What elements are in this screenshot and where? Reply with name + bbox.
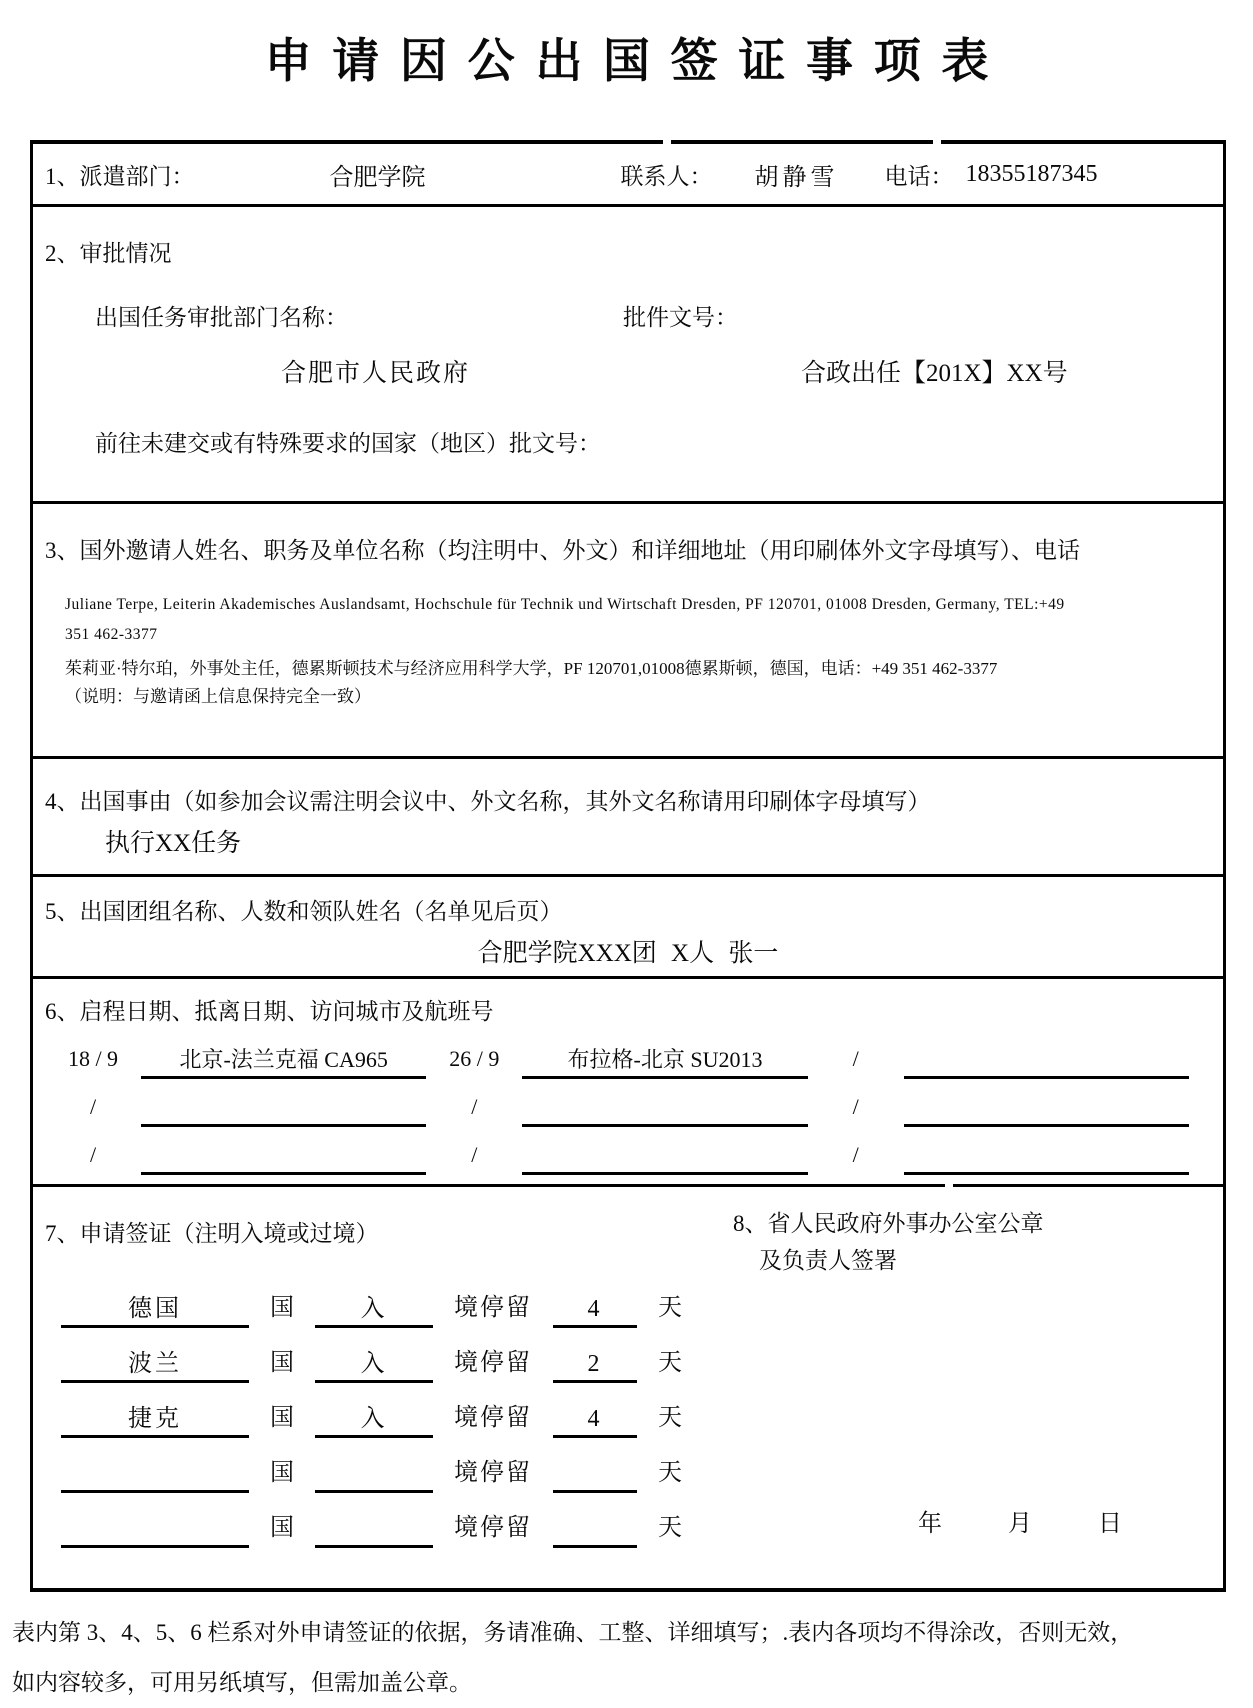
visa-country-value: 德国 (128, 1296, 182, 1322)
visa-row (33, 1328, 703, 1383)
seal-date-fields[interactable] (918, 1503, 1122, 1538)
visa-country-field[interactable] (61, 1338, 249, 1383)
country-suffix-label: 国 (270, 1405, 294, 1431)
visa-country-field[interactable] (61, 1448, 249, 1493)
inviter-en-line1[interactable]: Juliane Terpe, Leiterin Akademisches Auslandsamt, Hochschule für Technik und Wirtschaft Dresden, PF 120701, 01008 Dresden, Germany, TEL:+49 (65, 596, 1065, 613)
year-label: 年 (918, 1511, 942, 1537)
visa-country-field[interactable] (61, 1393, 249, 1438)
inviter-note: （说明：与邀请函上信息保持完全一致） (65, 687, 371, 706)
itinerary-row (33, 1031, 1223, 1079)
stay-label: 境停留 (454, 1405, 532, 1431)
stay-label: 境停留 (454, 1295, 532, 1321)
visa-row (33, 1493, 703, 1548)
visa-country-field[interactable] (61, 1503, 249, 1548)
itinerary-rows (33, 1031, 1223, 1175)
visa-days-field[interactable] (553, 1338, 637, 1383)
stay-label: 境停留 (454, 1515, 532, 1541)
visa-entry-field[interactable] (315, 1393, 433, 1438)
visa-entry-field[interactable] (315, 1283, 433, 1328)
visa-entry-field[interactable] (315, 1338, 433, 1383)
country-suffix-label: 国 (270, 1460, 294, 1486)
visa-entry-value: 入 (360, 1351, 388, 1377)
day-unit-label: 天 (658, 1515, 682, 1541)
contact-label: 联系人： (620, 163, 713, 189)
visa-row (33, 1273, 703, 1328)
visa-row (33, 1438, 703, 1493)
seal-heading-line1: 8、省人民政府外事办公室公章 (733, 1211, 1044, 1236)
visa-heading: 7、申请签证（注明入境或过境） (45, 1221, 379, 1246)
dispatch-dept-label: 1、派遣部门： (45, 163, 195, 189)
stay-label: 境停留 (454, 1350, 532, 1376)
visa-country-value: 捷克 (128, 1406, 182, 1432)
itinerary-heading: 6、启程日期、抵离日期、访问城市及航班号 (45, 999, 494, 1024)
itinerary-flight-field[interactable] (904, 1076, 1189, 1127)
visa-entry-value: 入 (360, 1296, 388, 1322)
inviter-heading: 3、国外邀请人姓名、职务及单位名称（均注明中、外文）和详细地址（用印刷体外文字母填写）、电话 (45, 538, 1080, 563)
visa-country-field[interactable] (61, 1283, 249, 1328)
visa-rows (33, 1273, 703, 1548)
form-table (30, 140, 1226, 1592)
month-label: 月 (1008, 1511, 1032, 1537)
visa-entry-value: 入 (360, 1406, 388, 1432)
group-heading: 5、出国团组名称、人数和领队姓名（名单见后页） (45, 899, 563, 924)
itinerary-flight-field[interactable] (904, 1028, 1189, 1079)
itinerary-date[interactable]: / (89, 1094, 97, 1119)
day-unit-label: 天 (658, 1460, 682, 1486)
doc-number-label: 批件文号： (623, 305, 738, 330)
itinerary-date[interactable]: / (852, 1142, 859, 1167)
section-3-inviter (33, 501, 1223, 756)
visa-country-value: 波兰 (128, 1351, 182, 1377)
itinerary-flight-value: 布拉格-北京 SU2013 (567, 1047, 763, 1072)
purpose-heading: 4、出国事由（如参加会议需注明会议中、外文名称，其外文名称请用印刷体字母填写） (45, 789, 931, 814)
section-8-seal (733, 1205, 1044, 1279)
itinerary-date[interactable]: / (471, 1094, 478, 1119)
purpose-value[interactable]: 执行XX任务 (105, 830, 242, 857)
section-2-approval (33, 204, 1223, 501)
itinerary-flight-field[interactable] (522, 1124, 807, 1175)
country-suffix-label: 国 (270, 1515, 294, 1541)
itinerary-flight-field[interactable] (141, 1028, 426, 1079)
itinerary-date[interactable]: 26 / 9 (449, 1046, 500, 1071)
inviter-cn-value[interactable]: 茱莉亚·特尔珀，外事处主任，德累斯顿技术与经济应用科学大学，PF 120701,01008德累斯顿，德国，电话：+49 351 462-3377 (65, 659, 998, 678)
visa-entry-field[interactable] (315, 1448, 433, 1493)
country-suffix-label: 国 (270, 1350, 294, 1376)
approval-dept-label: 出国任务审批部门名称： (95, 305, 348, 330)
visa-entry-field[interactable] (315, 1503, 433, 1548)
seal-heading-line2: 及负责人签署 (759, 1248, 897, 1273)
section-7-visa (33, 1187, 1223, 1588)
itinerary-flight-field[interactable] (522, 1028, 807, 1079)
itinerary-date[interactable]: / (471, 1142, 478, 1167)
contact-name-value[interactable]: 胡静雪 (754, 164, 839, 191)
section-1-dispatch (33, 144, 1223, 204)
country-suffix-label: 国 (270, 1295, 294, 1321)
itinerary-row (33, 1127, 1223, 1175)
form-title: 申请因公出国签证事项表 (264, 36, 1010, 88)
stay-label: 境停留 (454, 1460, 532, 1486)
dispatch-dept-value[interactable]: 合肥学院 (329, 164, 426, 191)
group-value[interactable]: 合肥学院XXX团 X人 张一 (477, 940, 779, 967)
itinerary-date[interactable]: / (852, 1046, 859, 1071)
itinerary-date[interactable]: / (852, 1094, 859, 1119)
day-unit-label: 天 (658, 1350, 682, 1376)
visa-days-field[interactable] (553, 1393, 637, 1438)
visa-days-value: 2 (587, 1351, 603, 1377)
itinerary-flight-field[interactable] (522, 1076, 807, 1127)
itinerary-flight-value: 北京-法兰克福 CA965 (179, 1047, 388, 1072)
visa-days-field[interactable] (553, 1503, 637, 1548)
visa-days-field[interactable] (553, 1283, 637, 1328)
phone-label: 电话： (884, 163, 954, 189)
doc-number-value[interactable]: 合政出任【201X】XX号 (801, 360, 1068, 387)
inviter-en-line2[interactable]: 351 462-3377 (65, 626, 158, 643)
section-6-itinerary (33, 976, 1223, 1184)
footer-notes (12, 1608, 1247, 1708)
approval-dept-value[interactable]: 合肥市人民政府 (281, 360, 471, 387)
day-unit-label: 天 (658, 1295, 682, 1321)
itinerary-flight-field[interactable] (904, 1124, 1189, 1175)
section-4-purpose (33, 756, 1223, 874)
day-unit-label: 天 (658, 1405, 682, 1431)
itinerary-flight-field[interactable] (141, 1124, 426, 1175)
itinerary-flight-field[interactable] (141, 1076, 426, 1127)
visa-row (33, 1383, 703, 1438)
footer-line2: 如内容较多，可用另纸填写，但需加盖公章。 (12, 1670, 472, 1695)
visa-days-value: 4 (587, 1296, 603, 1322)
itinerary-row (33, 1079, 1223, 1127)
visa-days-field[interactable] (553, 1448, 637, 1493)
approval-heading: 2、审批情况 (45, 241, 172, 266)
visa-days-value: 4 (587, 1406, 603, 1432)
phone-number-value[interactable]: 18355187345 (965, 160, 1098, 187)
section-5-group (33, 874, 1223, 976)
special-country-label: 前往未建交或有特殊要求的国家（地区）批文号： (95, 431, 601, 456)
itinerary-date[interactable]: 18 / 9 (67, 1046, 119, 1071)
footer-line1: 表内第 3、4、5、6 栏系对外申请签证的依据，务请准确、工整、详细填写；.表内各项均不得涂改，否则无效， (12, 1620, 1134, 1645)
itinerary-date[interactable]: / (89, 1142, 97, 1167)
day-label: 日 (1098, 1511, 1122, 1537)
